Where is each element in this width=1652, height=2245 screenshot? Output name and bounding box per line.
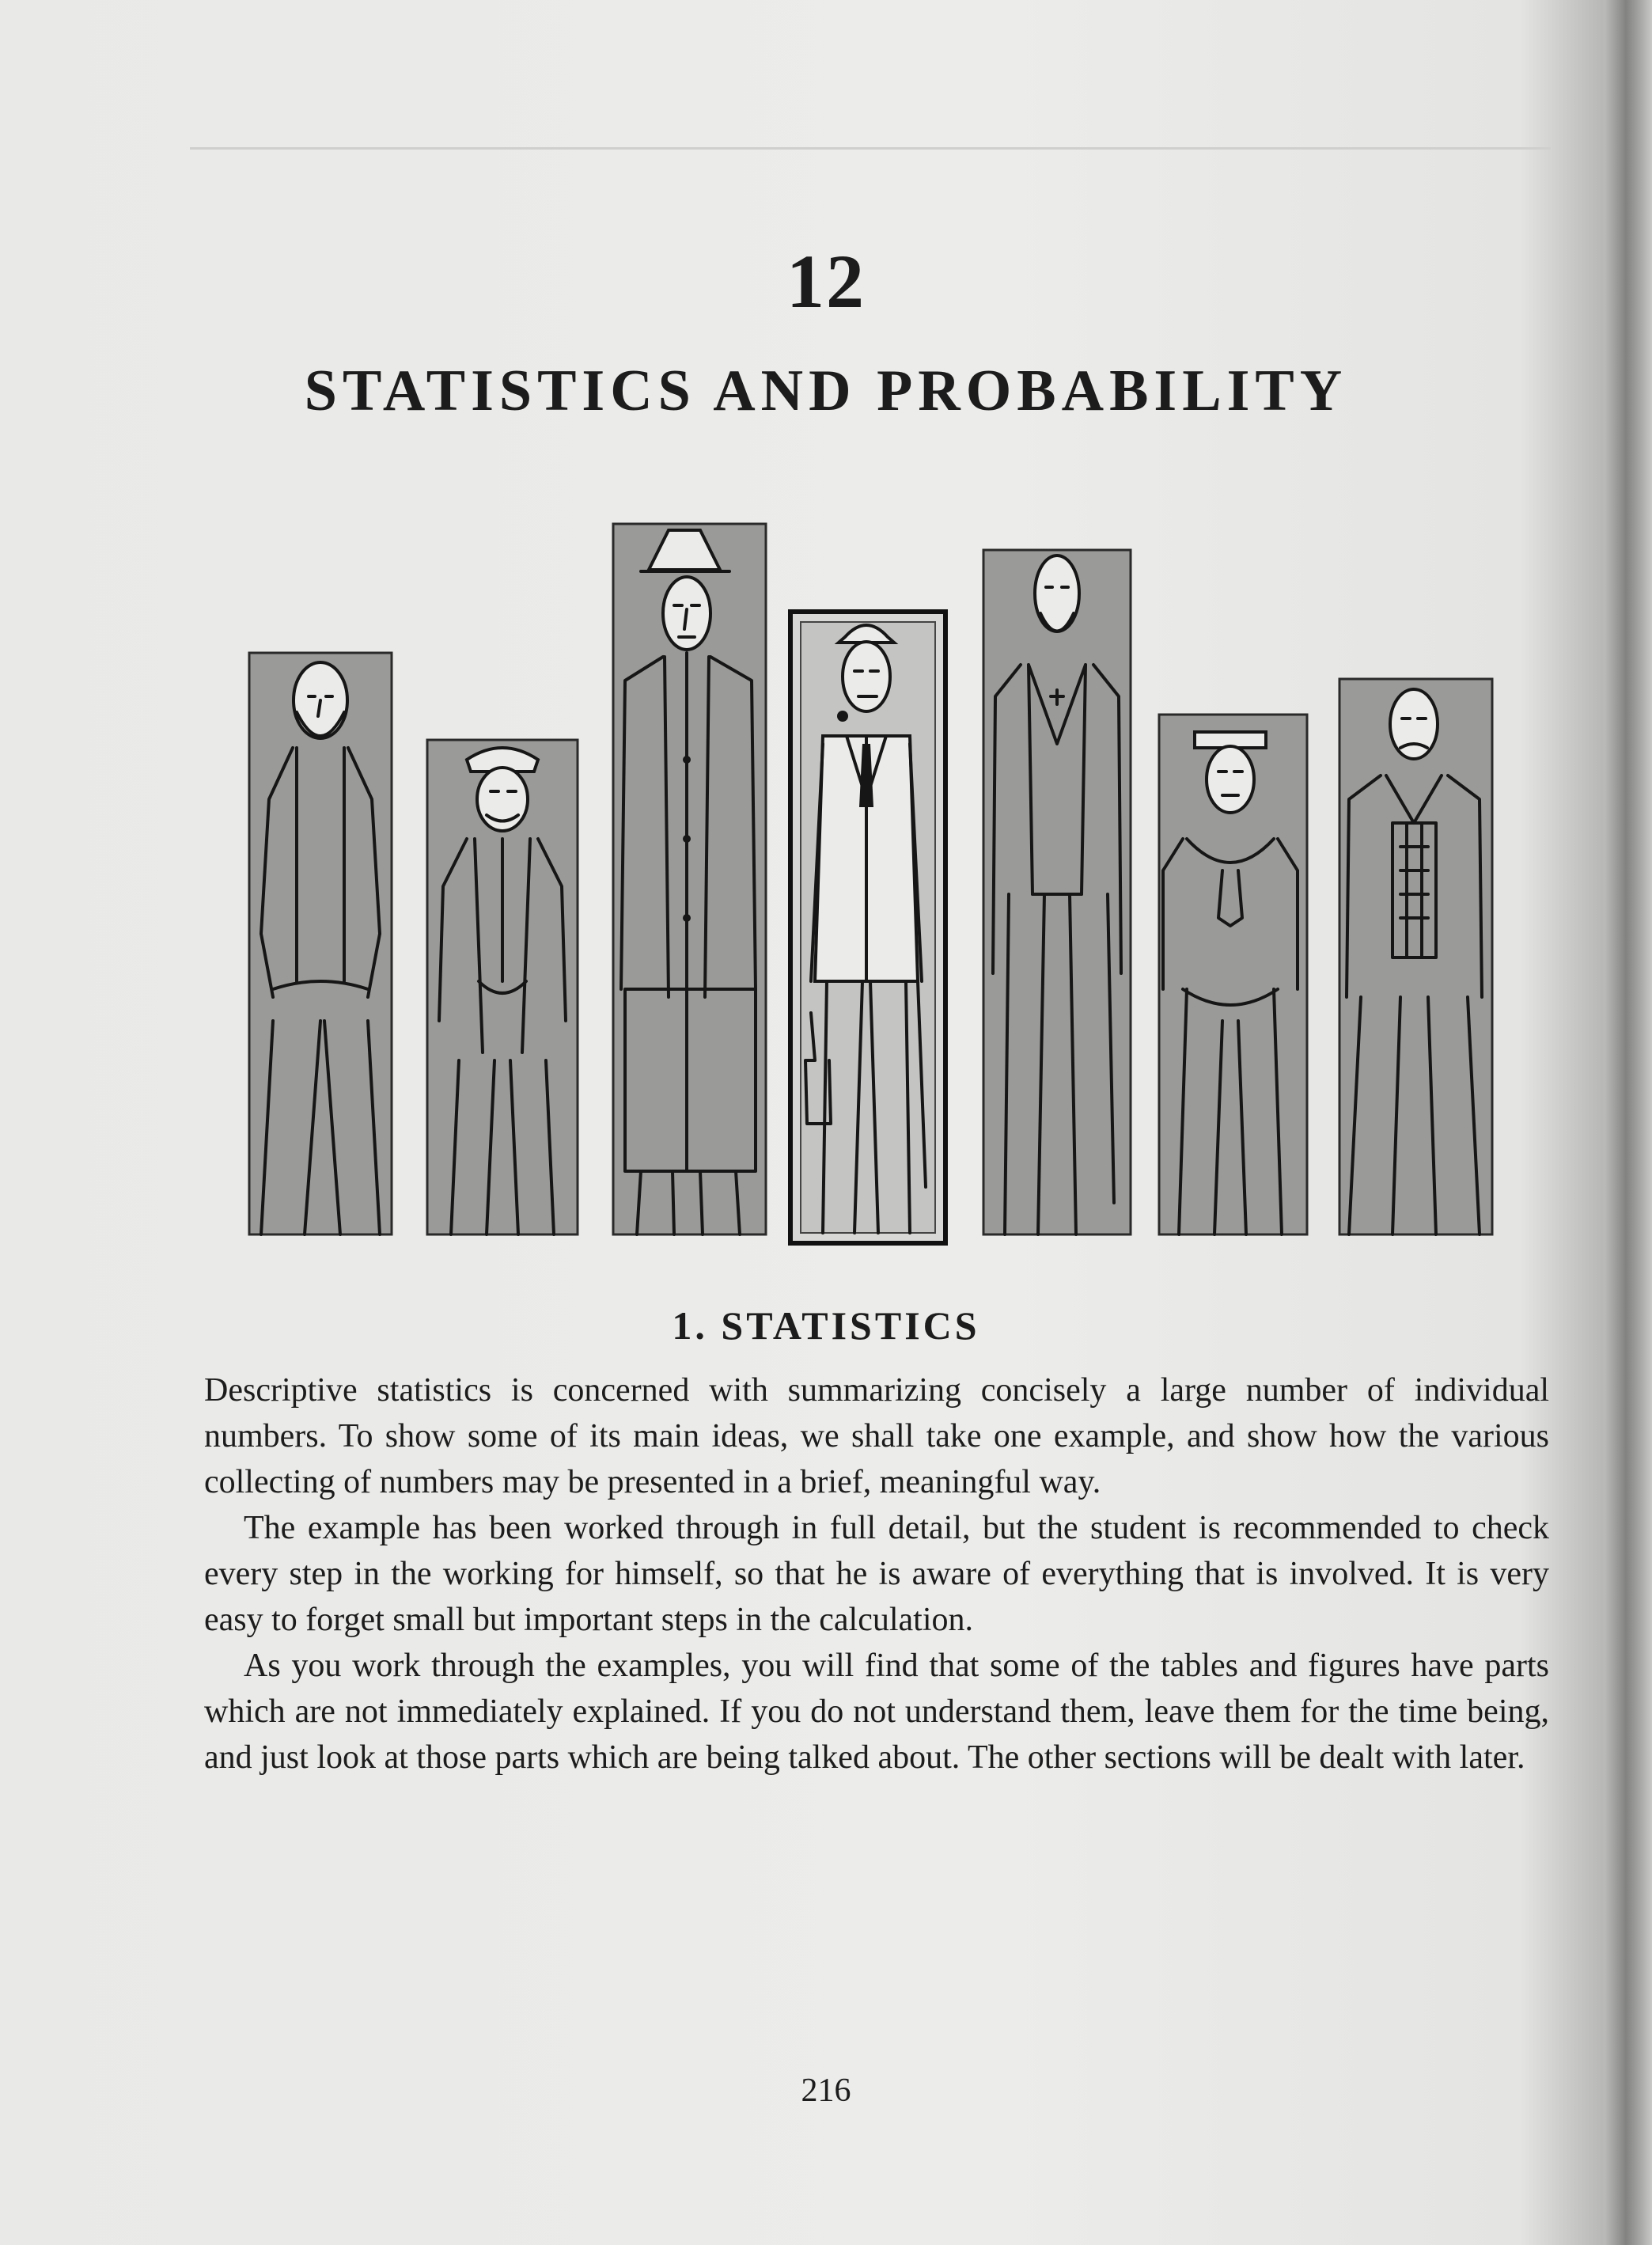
- old-man-cap-figure: [427, 740, 578, 1234]
- paragraph: Descriptive statistics is concerned with summarizing concisely a large number of individual numbers. To show some of its main ideas, we shall take one example, and show how the various collecting of numbers may be presented in a brief, meaningful way.: [204, 1372, 1549, 1500]
- paragraph: The example has been worked through in full detail, but the student is recommended to check every step in the working for himself, so that he is aware of everything that is involved. It is very easy to forget small but important steps in the calculation.: [204, 1510, 1549, 1638]
- paragraph: As you work through the examples, you will find that some of the tables and figures have parts which are not immediately explained. If you do not understand them, leave them for the time being, and just look at those parts which are being talked about. The other sections will be dealt with later.: [204, 1648, 1549, 1776]
- sailor-figure: [1159, 715, 1307, 1234]
- body-text: [204, 1367, 1549, 1780]
- page-number: 216: [801, 2072, 851, 2109]
- chapter-title: STATISTICS AND PROBABILITY: [304, 358, 1348, 423]
- section-heading: 1. STATISTICS: [672, 1303, 980, 1348]
- bearded-officer-figure: [983, 550, 1131, 1234]
- chapter-number: 12: [786, 239, 866, 324]
- tall-man-overcoat-figure: [613, 524, 766, 1234]
- bearded-man-figure: [249, 653, 392, 1234]
- bowler-hat-man-figure: [790, 612, 945, 1243]
- mustached-man-vest-figure: [1339, 679, 1492, 1234]
- page-edge-shadow: [1605, 0, 1652, 2245]
